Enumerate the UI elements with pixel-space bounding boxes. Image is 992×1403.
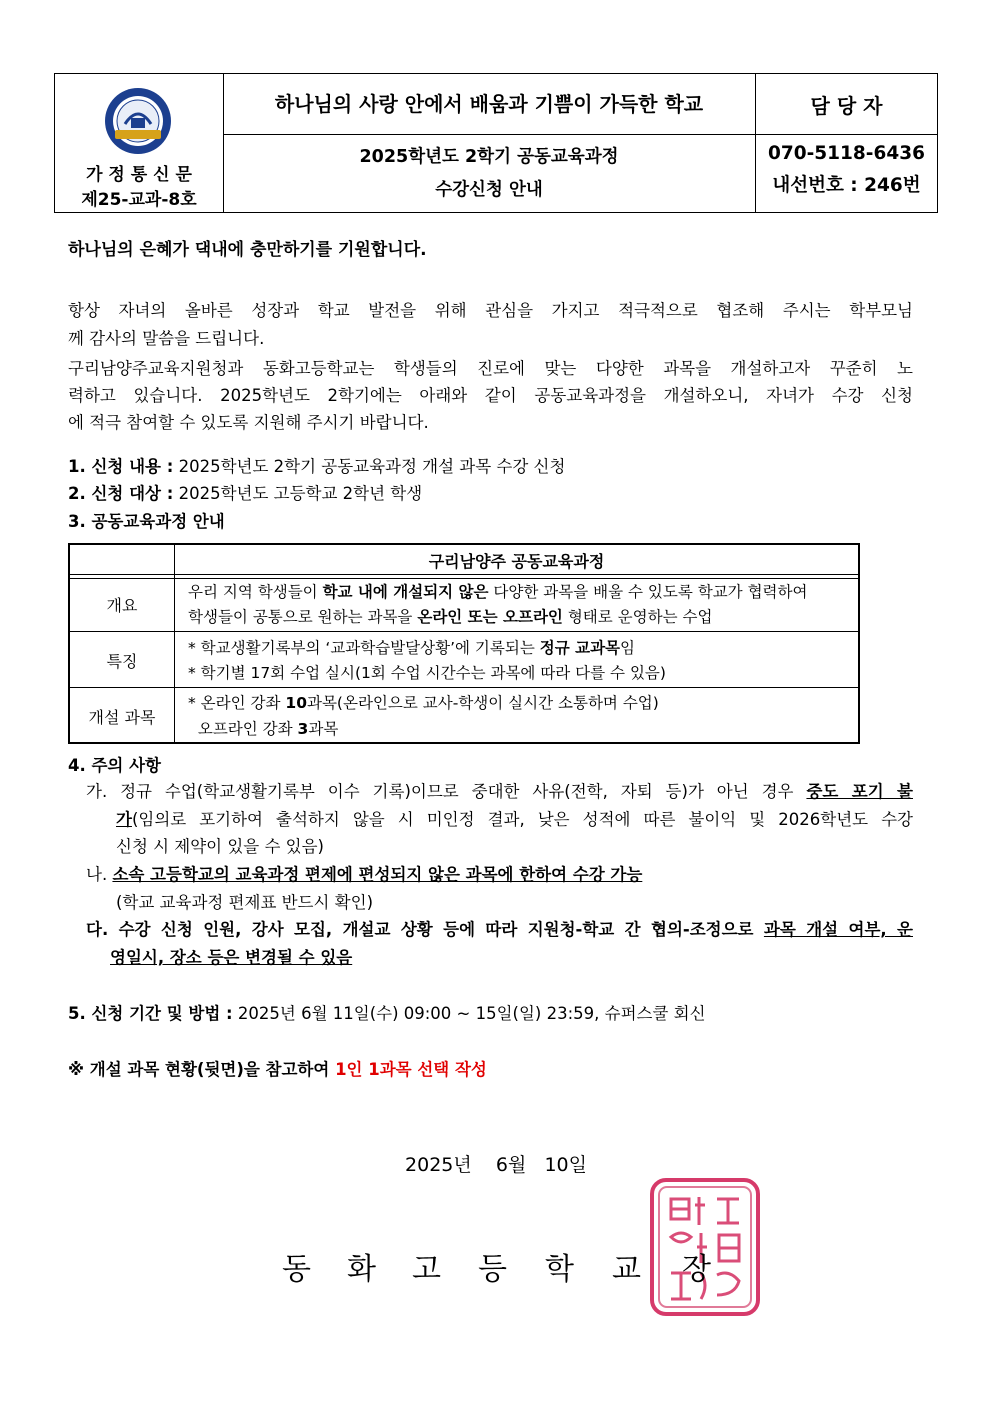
info-table	[68, 543, 860, 744]
selection-notice	[68, 1056, 487, 1083]
text: (임의로 포기하여 출석하지 않을 시 미인정 결과, 낮은 성적에 따른 불이익 및 2026학년도 수강	[131, 810, 913, 829]
note-b-line2: (학교 교육과정 편제표 반드시 확인)	[116, 893, 373, 912]
table-hline-1	[70, 631, 858, 632]
text: 다양한 과목을 배울 수 있도록 학교가 협력하여	[488, 583, 808, 601]
text: 나.	[86, 865, 113, 884]
header-divider	[223, 134, 755, 135]
text: 다. 수강 신청 인원, 강사 모집, 개설교 상황 등에 따라 지원청-학교 간 협의-조정으로	[86, 920, 764, 939]
item-1	[68, 453, 565, 480]
issue-number: 제25-교과-8호	[81, 190, 197, 210]
text: * 학교생활기록부의 ‘교과학습발달상황’에 기록되는	[188, 639, 540, 657]
period-value: 2025년 6월 11일(수) 09:00 ~ 15일(일) 23:59, 슈퍼스쿨 회신	[232, 1004, 706, 1023]
text: 가. 정규 수업(학교생활기록부 이수 기록)이므로 중대한 사유(전학, 자퇴 등)가 아닌 경우	[86, 782, 807, 801]
text-bold: 정규 교과목	[539, 639, 621, 657]
text-emphasis: 과목 개설 여부, 운	[763, 920, 913, 939]
header-divider-right	[756, 134, 937, 135]
note-c-line2: 영일시, 장소 등은 변경될 수 있음	[110, 948, 353, 967]
text: 오프라인 강좌	[188, 720, 298, 738]
signature-char: 학	[545, 1252, 574, 1287]
header-center-cell	[223, 74, 756, 212]
school-logo	[103, 86, 173, 156]
text: 과목(온라인으로 교사-학생이 실시간 소통하며 수업)	[306, 694, 659, 712]
table-col-head: 구리남양주 공동교육과정	[428, 552, 605, 571]
issue-label: 가 정 통 신 문	[86, 165, 192, 185]
header-table	[54, 73, 938, 213]
text-emphasis: 중도 포기 불	[806, 782, 913, 801]
row-head-overview: 개요	[106, 596, 138, 615]
row-courses-line2	[188, 716, 338, 742]
row-head-courses: 개설 과목	[88, 708, 156, 727]
intro-p1-line1: 항상 자녀의 올바른 성장과 학교 발전을 위해 관심을 가지고 적극적으로 협조해 주시는 학부모님	[68, 301, 913, 320]
item-1-label: 1. 신청 내용 :	[68, 457, 174, 476]
issue-date: 2025년 6월 10일	[405, 1154, 587, 1176]
intro-p2-line1: 구리남양주교육지원청과 동화고등학교는 학생들의 진로에 맞는 다양한 과목을 개설하고자 꾸준히 노	[68, 359, 913, 378]
item-3-label: 3. 공동교육과정 안내	[68, 512, 225, 531]
notice-red-text: 1인 1과목 선택 작성	[335, 1060, 487, 1079]
notes-title: 4. 주의 사항	[68, 756, 161, 775]
contact-extension: 내선번호 : 246번	[772, 175, 921, 196]
text-emphasis: 가	[116, 810, 132, 829]
signature-char: 교	[612, 1252, 641, 1287]
signature-char: 화	[347, 1252, 376, 1287]
note-a-line2	[116, 806, 913, 833]
row-head-features: 특징	[106, 652, 138, 671]
application-period	[68, 1000, 706, 1027]
note-a-line3: 신청 시 제약이 있을 수 있음)	[116, 837, 324, 856]
table-hline-2	[70, 687, 858, 688]
doc-title-line1: 2025학년도 2학기 공동교육과정	[359, 147, 619, 167]
intro-p2-line3: 에 적극 참여할 수 있도록 지원해 주시기 바랍니다.	[68, 413, 429, 432]
text-bold: 학교 내에 개설되지 않은	[322, 583, 489, 601]
period-label: 5. 신청 기간 및 방법 :	[68, 1004, 233, 1023]
text-bold: 3	[297, 720, 309, 738]
text: 학생들이 공통으로 원하는 과목을	[188, 608, 418, 626]
row-overview-line1	[188, 579, 807, 605]
header-left-cell	[55, 74, 224, 212]
text: 과목	[308, 720, 339, 738]
school-slogan: 하나님의 사랑 안에서 배움과 기쁨이 가득한 학교	[274, 92, 704, 116]
text-emphasis: 소속 고등학교의 교육과정 편제에 편성되지 않은 과목에 한하여 수강 가능	[112, 865, 643, 884]
table-hline-head	[70, 574, 858, 575]
doc-title-line2: 수강신청 안내	[435, 180, 543, 200]
greeting: 하나님의 은혜가 댁내에 충만하기를 기원합니다.	[68, 240, 427, 260]
notice-text: ※ 개설 과목 현황(뒷면)을 참고하여	[68, 1060, 336, 1079]
note-b-line1	[86, 861, 642, 888]
row-features-line2: * 학기별 17회 수업 실시(1회 수업 시간수는 과목에 따라 다를 수 있음)	[188, 664, 666, 682]
item-2	[68, 480, 422, 507]
note-a-line1	[86, 778, 913, 805]
text-bold: 온라인 또는 오프라인	[417, 608, 563, 626]
item-2-label: 2. 신청 대상 :	[68, 484, 174, 503]
row-courses-line1	[188, 690, 659, 716]
text: 형태로 운영하는 수업	[562, 608, 713, 626]
header-right-cell	[756, 74, 937, 212]
intro-p2-line2: 력하고 있습니다. 2025학년도 2학기에는 아래와 같이 공동교육과정을 개설하오니, 자녀가 수강 신청	[68, 386, 913, 405]
text-bold: 10	[285, 694, 307, 712]
contact-heading: 담 당 자	[810, 94, 883, 118]
text: 임	[620, 639, 635, 657]
note-c-line1	[86, 916, 913, 943]
item-2-value: 2025학년도 고등학교 2학년 학생	[173, 484, 423, 503]
intro-p1-line2: 께 감사의 말씀을 드립니다.	[68, 329, 265, 348]
text: 우리 지역 학생들이	[188, 583, 323, 601]
signature-char: 장	[682, 1252, 711, 1287]
signature-char: 동	[282, 1252, 311, 1287]
row-overview-line2	[188, 604, 712, 630]
signature-char: 고	[412, 1252, 441, 1287]
item-1-value: 2025학년도 2학기 공동교육과정 개설 과목 수강 신청	[173, 457, 566, 476]
row-features-line1	[188, 635, 635, 661]
signature-char: 등	[478, 1252, 507, 1287]
text: * 온라인 강좌	[188, 694, 286, 712]
contact-phone: 070-5118-6436	[768, 143, 925, 164]
